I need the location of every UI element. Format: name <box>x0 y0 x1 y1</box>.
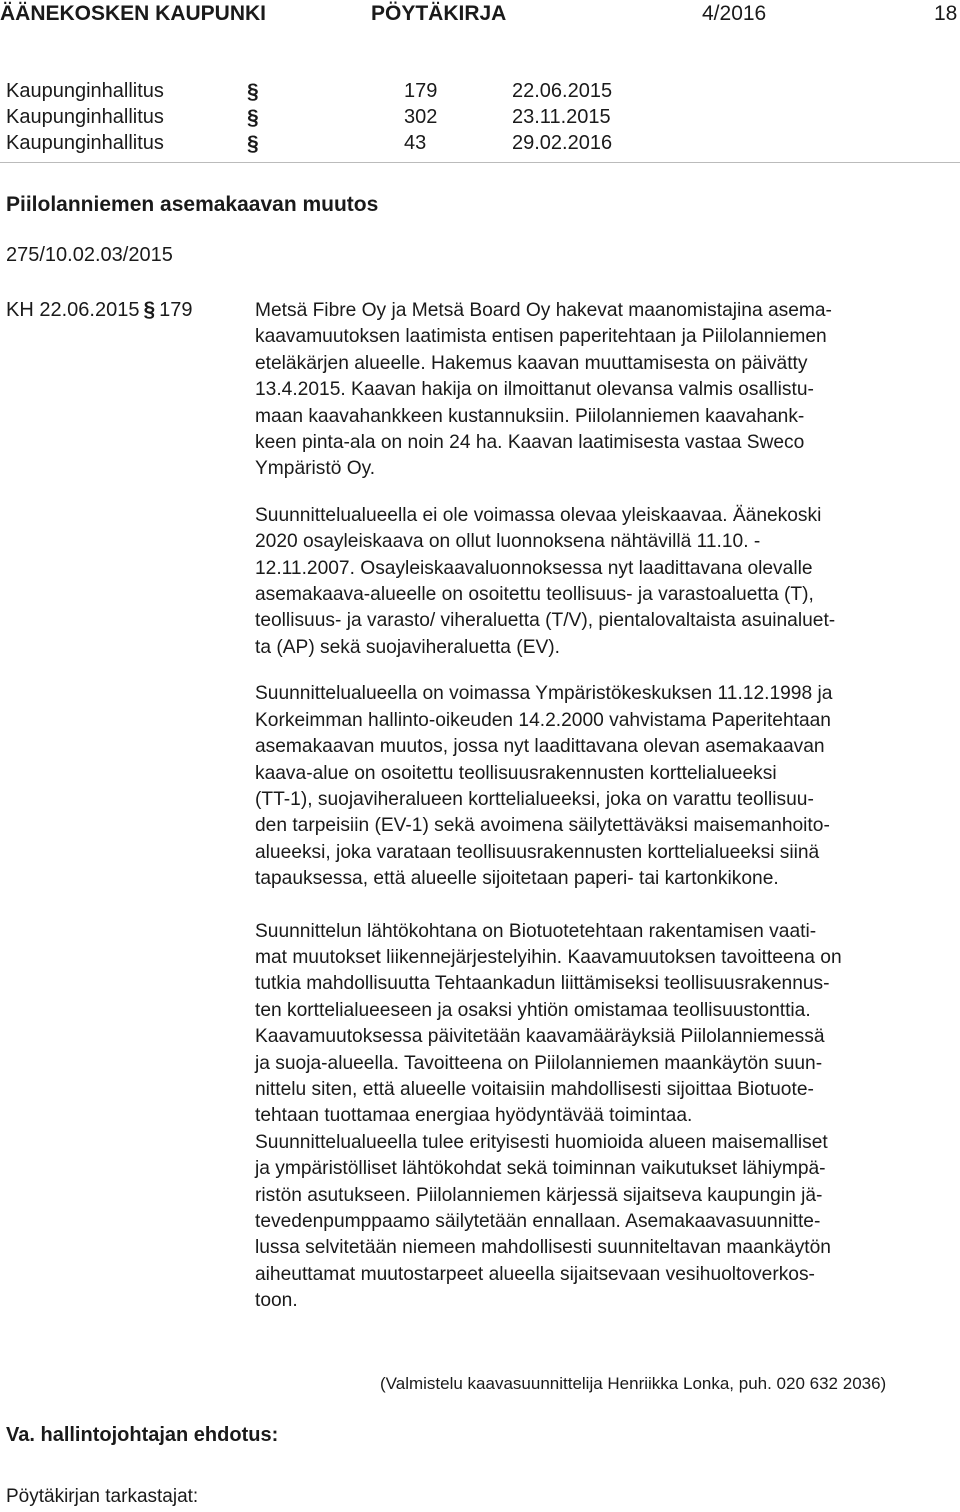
paragraph-application <box>255 298 955 483</box>
history-section-number: 43 <box>404 132 427 154</box>
paragraph-line: Metsä Fibre Oy ja Metsä Board Oy hakevat maanomistajina asema- <box>255 300 832 321</box>
document-number: 4/2016 <box>702 2 767 25</box>
paragraph-line: asemakaava-alueelle on osoitettu teollisuus- ja varastoaluetta (T), <box>255 584 814 606</box>
paragraph-line: ta (AP) sekä suojaviheraluetta (EV). <box>255 636 561 658</box>
paragraph-planning-basis <box>255 919 955 1315</box>
history-body: Kaupunginhallitus <box>6 106 164 128</box>
preparer-note: (Valmistelu kaavasuunnittelija Henriikka Lonka, puh. 020 632 2036) <box>380 1374 887 1393</box>
paragraph-line: eteläkärjen alueelle. Hakemus kaavan muuttamisesta on päivätty <box>255 352 808 374</box>
section-sign-icon: § <box>247 106 259 129</box>
paragraph-line: aiheuttamat muutostarpeet alueella sijaitsevaan vesihuoltoverkos- <box>255 1263 815 1285</box>
section-sign-icon: § <box>143 298 156 321</box>
paragraph-line: 13.4.2015. Kaavan hakija on ilmoittanut olevansa valmis osallistu- <box>255 379 814 401</box>
paragraph-line: keen pinta-ala on noin 24 ha. Kaavan laatimisesta vastaa Sweco <box>255 432 805 454</box>
paragraph-line: 2020 osayleiskaava on ollut luonnoksena nähtävillä 11.10. - <box>255 531 761 553</box>
paragraph-line: den tarpeisiin (EV-1) sekä avoimena säilytettäväksi maisemanhoito- <box>255 815 830 837</box>
paragraph-line: asemakaavan muutos, jossa nyt laadittavana olevan asemakaavan <box>255 736 825 758</box>
document-header <box>0 0 960 30</box>
paragraph-line: nittelu siten, että alueelle voitaisiin mahdollisesti sijoittaa Biotuote- <box>255 1078 814 1100</box>
paragraph-line: tevedenpumppaamo säilytetään ennallaan. Asemakaavasuunnitte- <box>255 1211 821 1232</box>
reference-number: 179 <box>159 299 193 321</box>
paragraph-line: tapauksessa, että alueelle sijoitetaan paperi- tai kartonkikone. <box>255 868 779 890</box>
paragraph-line: lussa selvitetään niemeen mahdollisesti suunniteltavan maankäytön <box>255 1237 831 1259</box>
organization-name: ÄÄNEKOSKEN KAUPUNKI <box>0 2 267 25</box>
paragraph-line: mat muutokset liikennejärjestelyihin. Kaavamuutoksen tavoitteena on <box>255 946 842 968</box>
section-reference <box>6 298 193 322</box>
paragraph-line: ristön asutukseen. Piilolanniemen kärjessä sijaitseva kaupungin jä- <box>255 1184 823 1206</box>
paragraph-line: teollisuus- ja varasto/ viheraluetta (T/V), pientalovaltaista asuinaluet- <box>255 610 836 632</box>
paragraph-line: Ympäristö Oy. <box>255 458 376 480</box>
paragraph-line: Kaavamuutoksessa päivitetään kaavamääräyksiä Piilolanniemessä <box>255 1026 825 1048</box>
history-row <box>6 132 946 158</box>
paragraph-line: tutkia mahdollisuutta Tehtaankadun liittämiseksi teollisuusrakennus- <box>255 973 830 995</box>
history-date: 29.02.2016 <box>512 132 613 154</box>
history-section-number: 302 <box>404 106 438 128</box>
paragraph-line: kaavamuutoksen laatimista entisen paperitehtaan ja Piilolanniemen <box>255 326 827 348</box>
paragraph-line: tehtaan tuottamaa energiaa hyödyntävää toimintaa. <box>255 1105 693 1127</box>
paragraph-line: alueeksi, joka varataan teollisuusrakennusten korttelialueeksi siinä <box>255 841 820 863</box>
page-number: 18 <box>934 2 958 25</box>
paragraph-line: maan kaavahankkeen kustannuksiin. Piilolanniemen kaavahank- <box>255 405 805 427</box>
meeting-history <box>6 80 946 158</box>
paragraph-line: Suunnittelualueella ei ole voimassa olevaa yleiskaavaa. Äänekoski <box>255 504 822 526</box>
proposal-label: Va. hallintojohtajan ehdotus: <box>6 1424 279 1446</box>
paragraph-line: 12.11.2007. Osayleiskaavaluonnoksessa nyt laadittavana olevalle <box>255 557 813 579</box>
history-body: Kaupunginhallitus <box>6 80 164 102</box>
paragraph-line: kaava-alue on osoitettu teollisuusrakennusten korttelialueeksi <box>255 762 777 784</box>
history-row <box>6 80 946 106</box>
paragraph-line: ja suoja-alueella. Tavoitteena on Piilolanniemen maankäytön suun- <box>255 1052 823 1074</box>
paragraph-line: toon. <box>255 1290 298 1312</box>
page-title: Piilolanniemen asemakaavan muutos <box>6 193 379 216</box>
paragraph-line: (TT-1), suojaviheralueen korttelialueeksi, joka on varattu teollisuu- <box>255 788 814 810</box>
paragraph-line: ten korttelialueeseen ja osaksi yhtiön omistamaa teollisuustonttia. <box>255 999 811 1021</box>
checkers-label: Pöytäkirjan tarkastajat: <box>6 1486 199 1507</box>
diary-number: 275/10.02.03/2015 <box>6 244 173 266</box>
paragraph-current-plan <box>255 681 955 892</box>
history-row <box>6 106 946 132</box>
paragraph-master-plan <box>255 503 955 661</box>
document-body <box>255 298 955 1315</box>
reference-prefix: KH 22.06.2015 <box>6 299 140 321</box>
history-body: Kaupunginhallitus <box>6 132 164 154</box>
section-sign-icon: § <box>247 80 259 103</box>
paragraph-line: ja ympäristölliset lähtökohdat sekä toiminnan vaikutukset lähiympä- <box>255 1158 826 1180</box>
paragraph-line: Suunnittelualueella on voimassa Ympäristökeskuksen 11.12.1998 ja <box>255 683 833 705</box>
paragraph-line: Suunnittelun lähtökohtana on Biotuotetehtaan rakentamisen vaati- <box>255 920 817 942</box>
history-date: 23.11.2015 <box>512 106 611 128</box>
paragraph-line: Suunnittelualueella tulee erityisesti huomioida alueen maisemalliset <box>255 1131 828 1153</box>
history-date: 22.06.2015 <box>512 80 613 102</box>
section-sign-icon: § <box>247 132 259 155</box>
paragraph-line: Korkeimman hallinto-oikeuden 14.2.2000 vahvistama Paperitehtaan <box>255 709 831 731</box>
divider <box>0 162 960 163</box>
history-section-number: 179 <box>404 80 438 102</box>
document-type: PÖYTÄKIRJA <box>371 2 507 25</box>
